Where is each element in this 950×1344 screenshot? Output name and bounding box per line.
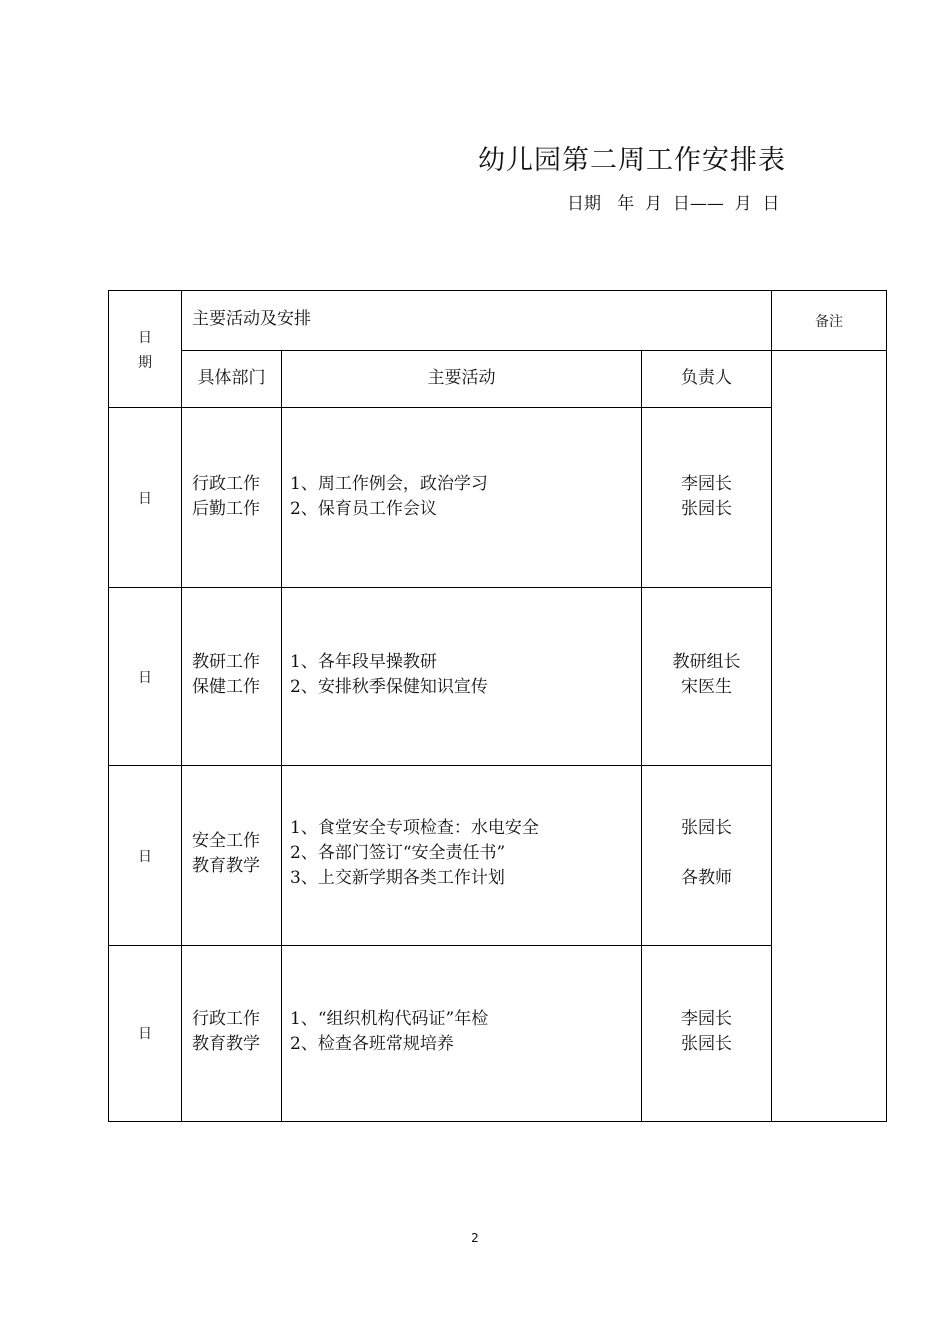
row-2-responsible-1: 教研组长 [672,652,741,672]
header-main-group: 主要活动及安排 [192,309,311,329]
row-1-responsible-1: 李园长 [681,474,732,494]
header-date-char-2: 期 [138,355,152,371]
header-bottom [108,407,772,408]
page-number: 2 [471,1231,479,1245]
row-4-responsible-1: 李园长 [681,1009,732,1029]
header-department: 具体部门 [197,368,266,388]
row-3-responsible-1: 张园长 [681,818,732,838]
row-3-activity-3: 3、上交新学期各类工作计划 [290,868,505,888]
row-4-dept-2: 教育教学 [192,1034,260,1054]
row-4-activity-1: 1、“组织机构代码证”年检 [290,1009,489,1029]
row-divider-1 [108,587,772,588]
row-4-dept-1: 行政工作 [192,1009,260,1029]
row-2-activity-1: 1、各年段早操教研 [290,652,437,672]
row-3-dept-1: 安全工作 [192,831,260,851]
row-3-day: 日 [138,849,152,865]
row-4-activity-2: 2、检查各班常规培养 [290,1034,454,1054]
row-2-dept-2: 保健工作 [192,677,260,697]
row-2-dept-1: 教研工作 [192,652,260,672]
date-col-divider [181,290,182,1122]
row-divider-3 [108,945,772,946]
row-1-dept-1: 行政工作 [192,474,260,494]
row-1-activity-2: 2、保育员工作会议 [290,499,437,519]
row-3-activity-2: 2、各部门签订“安全责任书” [290,843,506,863]
row-1-activity-1: 1、周工作例会，政治学习 [290,474,488,494]
date-range-line: 日期 年 月 日—— 月 日 [567,194,780,214]
table-border-left [108,290,109,1122]
row-3-activity-1: 1、食堂安全专项检查：水电安全 [290,818,539,838]
row-3-responsible-3: 各教师 [681,868,732,888]
responsible-col-divider [771,290,772,1122]
row-1-dept-2: 后勤工作 [192,499,260,519]
row-2-responsible-2: 宋医生 [681,677,732,697]
row-4-day: 日 [138,1026,152,1042]
header-date-char-1: 日 [138,330,152,346]
header-activities: 主要活动 [427,368,496,388]
header-responsible: 负责人 [681,368,732,388]
dept-col-divider [281,350,282,1122]
header-divider [182,350,887,351]
document-title: 幼儿园第二周工作安排表 [478,145,786,176]
row-1-day: 日 [138,491,152,507]
row-4-responsible-2: 张园长 [681,1034,732,1054]
row-2-day: 日 [138,670,152,686]
table-border-right [886,290,887,1122]
row-3-dept-2: 教育教学 [192,856,260,876]
row-2-activity-2: 2、安排秋季保健知识宣传 [290,677,488,697]
header-remarks: 备注 [815,314,843,330]
row-1-responsible-2: 张园长 [681,499,732,519]
row-divider-2 [108,765,772,766]
